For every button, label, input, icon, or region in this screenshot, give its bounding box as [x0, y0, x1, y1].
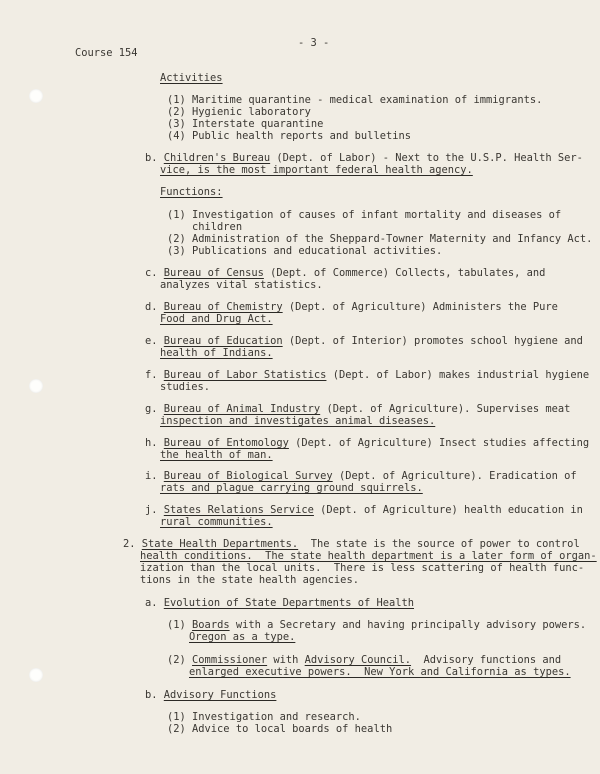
- subsection-letter: a.: [145, 597, 158, 609]
- course-label: Course 154: [75, 47, 138, 59]
- agency-description: (Dept. of Agriculture) Administers the Pure: [282, 301, 558, 313]
- section-g-bureau-of-animal-industry: [145, 403, 570, 415]
- section-i-bureau-of-biological-survey: [145, 470, 577, 482]
- agency-name: Bureau of Animal Industry: [163, 403, 321, 415]
- agency-name: Bureau of Census: [163, 267, 264, 279]
- agency-description-line2: rats and plague carrying ground squirrels.: [160, 482, 423, 494]
- agency-name: States Relations Service: [163, 504, 314, 516]
- agency-description: (Dept. of Labor) makes industrial hygiene: [326, 369, 590, 381]
- item-text-line2: Oregon as a type.: [189, 631, 296, 643]
- punch-hole-top: [29, 89, 43, 103]
- paragraph-line-text: health conditions. The state health department is a later form of organ-: [140, 550, 597, 562]
- section-e-bureau-of-education: [145, 335, 583, 347]
- punch-hole-bottom: [29, 668, 43, 682]
- list-item: (3) Publications and educational activities.: [167, 245, 443, 257]
- agency-description: (Dept. of Agriculture). Supervises meat: [320, 403, 571, 415]
- item-text: with a Secretary and having principally advisory powers.: [229, 619, 587, 631]
- section-f-bureau-of-labor-statistics: [145, 369, 589, 381]
- section-letter: j.: [145, 504, 158, 516]
- agency-name: Bureau of Biological Survey: [163, 470, 333, 482]
- section-title: State Health Departments.: [141, 538, 299, 550]
- agency-description: (Dept. of Interior) promotes school hygiene and: [282, 335, 583, 347]
- agency-description: (Dept. of Agriculture) Insect studies affecting: [288, 437, 590, 449]
- agency-description: (Dept. of Agriculture). Eradication of: [332, 470, 577, 482]
- paragraph-line: [140, 550, 597, 562]
- item-name: Advisory Council.: [304, 654, 412, 666]
- agency-name: Bureau of Entomology: [163, 437, 289, 449]
- agency-name: Bureau of Chemistry: [163, 301, 283, 313]
- punch-hole-middle: [29, 379, 43, 393]
- section-b-childrens-bureau: [145, 152, 583, 164]
- section-2-state-health-departments: [123, 538, 580, 550]
- list-item: (2) Advice to local boards of health: [167, 723, 393, 735]
- agency-name: Bureau of Labor Statistics: [163, 369, 327, 381]
- section-h-bureau-of-entomology: [145, 437, 589, 449]
- agency-description-line2: the health of man.: [160, 449, 273, 461]
- subsection-letter: b.: [145, 689, 158, 701]
- list-item: (2) Hygienic laboratory: [167, 106, 311, 118]
- section-letter: e.: [145, 335, 158, 347]
- list-item: (4) Public health reports and bulletins: [167, 130, 411, 142]
- section-text: The state is the source of power to control: [298, 538, 580, 550]
- item-number: (1): [167, 619, 186, 631]
- section-letter: g.: [145, 403, 158, 415]
- paragraph-line: tions in the state health agencies.: [140, 574, 359, 586]
- item-number: (2): [167, 654, 186, 666]
- agency-description-line2: inspection and investigates animal diseases.: [160, 415, 436, 427]
- paragraph-line: ization than the local units. There is less scattering of health func-: [140, 562, 585, 574]
- section-letter: i.: [145, 470, 158, 482]
- agency-description: (Dept. of Commerce) Collects, tabulates, and: [263, 267, 546, 279]
- subsection-heading: Advisory Functions: [163, 689, 277, 701]
- list-item: (3) Interstate quarantine: [167, 118, 324, 130]
- section-letter: b.: [145, 152, 158, 164]
- evolution-item-boards: [167, 619, 586, 631]
- agency-name: Children's Bureau: [163, 152, 271, 164]
- agency-description-line2: analyzes vital statistics.: [160, 279, 323, 291]
- agency-description-line2: rural communities.: [160, 516, 273, 528]
- section-letter: f.: [145, 369, 158, 381]
- agency-description-line2: studies.: [160, 381, 211, 393]
- evolution-item-commissioner: [167, 654, 561, 666]
- agency-description-line2: Food and Drug Act.: [160, 313, 273, 325]
- activities-heading: Activities: [160, 72, 223, 84]
- list-item: children: [167, 221, 243, 233]
- section-letter: h.: [145, 437, 158, 449]
- page-number: - 3 -: [298, 37, 330, 49]
- subsection-b-advisory-functions: [145, 689, 276, 701]
- item-name: Boards: [192, 619, 230, 631]
- list-item: (2) Administration of the Sheppard-Towner Maternity and Infancy Act.: [167, 233, 593, 245]
- agency-name: Bureau of Education: [163, 335, 283, 347]
- agency-description: (Dept. of Labor) - Next to the U.S.P. Health Ser-: [270, 152, 583, 164]
- item-text: Advisory functions and: [411, 654, 562, 666]
- item-text-line2: enlarged executive powers. New York and California as types.: [189, 666, 571, 678]
- agency-description-line2: health of Indians.: [160, 347, 273, 359]
- agency-description: (Dept. of Agriculture) health education in: [313, 504, 583, 516]
- list-item: (1) Investigation of causes of infant mortality and diseases of: [167, 209, 562, 221]
- section-number: 2.: [123, 538, 136, 550]
- section-j-states-relations-service: [145, 504, 583, 516]
- section-letter: d.: [145, 301, 158, 313]
- section-letter: c.: [145, 267, 158, 279]
- item-text: with: [267, 654, 305, 666]
- item-name: Commissioner: [192, 654, 268, 666]
- subsection-a-evolution: [145, 597, 414, 609]
- agency-description-line2: vice, is the most important federal health agency.: [160, 164, 473, 176]
- subsection-heading: Evolution of State Departments of Health: [163, 597, 415, 609]
- section-d-bureau-of-chemistry: [145, 301, 558, 313]
- section-c-bureau-of-census: [145, 267, 545, 279]
- list-item: (1) Maritime quarantine - medical examination of immigrants.: [167, 94, 543, 106]
- functions-heading: Functions:: [160, 186, 223, 198]
- list-item: (1) Investigation and research.: [167, 711, 361, 723]
